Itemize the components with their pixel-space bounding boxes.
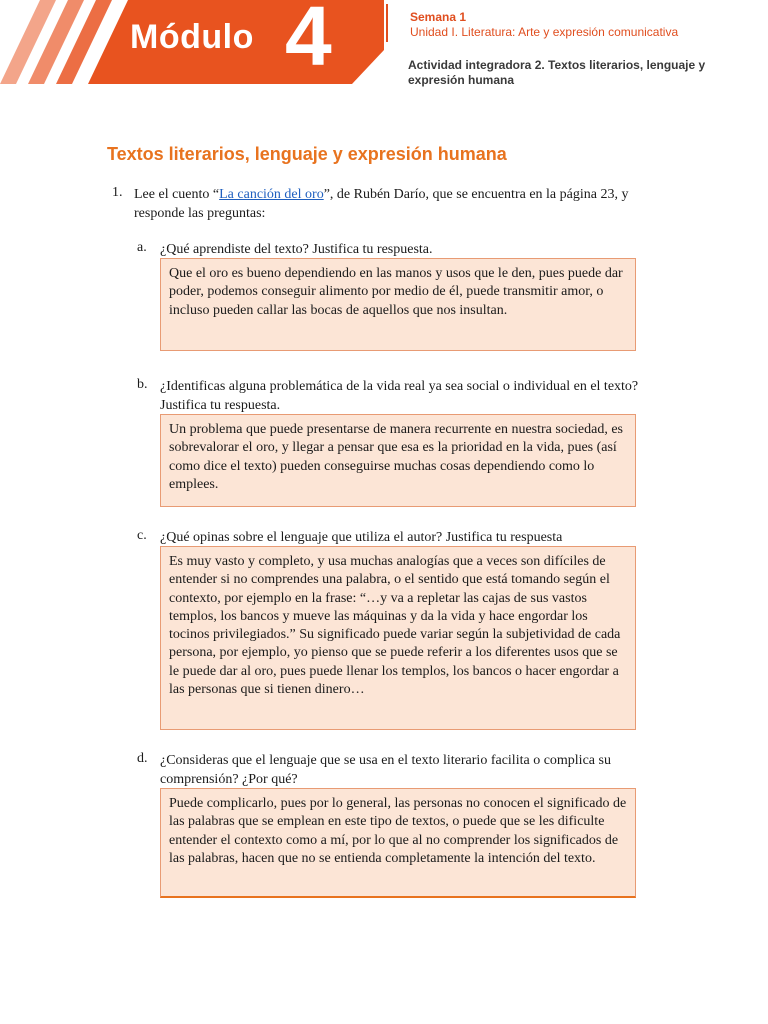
week-label: Semana 1 (410, 10, 467, 24)
subquestion-text-a: ¿Qué aprendiste del texto? Justifica tu respuesta. (160, 242, 433, 257)
header-divider (386, 4, 388, 42)
answer-box-b: Un problema que puede presentarse de manera recurrente en nuestra sociedad, es sobrevalorar el oro, y llegar a pensar que esa es la prioridad en la vida, pues (así como dice el texto) pueden conseguirse muchas cosas dependiendo como lo emplees. (160, 414, 636, 507)
subquestion-letter-c: c. (137, 528, 147, 543)
activity-title: Actividad integradora 2. Textos literarios, lenguaje y expresión humana (408, 58, 706, 87)
subquestion-text-b: ¿Identificas alguna problemática de la vida real ya sea social o individual en el texto? Justifica tu respuesta. (160, 379, 639, 413)
question-text-before: Lee el cuento “ (134, 187, 220, 202)
question-text-after: ”, de Rubén Darío, que se encuentra en la página 23, y responde las preguntas: (134, 187, 629, 221)
module-number: 4 (285, 0, 332, 83)
answer-box-c: Es muy vasto y completo, y usa muchas analogías que a veces son difíciles de entender si no comprendes una palabra, o el sentido que está tomando según el contexto, por ejemplo en la frase: “…y va a repletar las cajas de sus vastos templos, los bancos y mueve las máquinas y da la vida y hace engordar los tocinos privilegiados.” Su significado puede variar según la subjetividad de cada persona, por ejemplo, yo pienso que se puede referir a los diferentes usos que se le puede dar al oro, pues puede llenar los templos, los bancos o hacer engordar a las personas que si tienen dinero… (160, 546, 636, 730)
subquestion-text-c: ¿Qué opinas sobre el lenguaje que utiliza el autor? Justifica tu respuesta (160, 530, 563, 545)
banner-orange-tail (352, 0, 384, 84)
subquestion-letter-d: d. (137, 751, 148, 766)
answer-box-a: Que el oro es bueno dependiendo en las manos y usos que le den, pues puede dar poder, podemos conseguir alimento por medio de él, puede transmitir amor, o incluso pueden callar las bocas de aquellos que nos insultan. (160, 258, 636, 351)
subquestion-letter-a: a. (137, 240, 147, 255)
module-word: Módulo (130, 18, 254, 56)
question-number: 1. (112, 185, 123, 200)
unit-label: Unidad I. Literatura: Arte y expresión comunicativa (410, 25, 679, 39)
answer-box-d: Puede complicarlo, pues por lo general, las personas no conocen el significado de las palabras que se emplean en este tipo de textos, o puede que se les dificulte entender el contexto como a mí, por lo que al no comprender los significados de las palabras, hacen que no se entienda completamente la intención del texto. (160, 788, 636, 898)
subquestion-text-d: ¿Consideras que el lenguaje que se usa en el texto literario facilita o complica su comprensión? ¿Por qué? (160, 753, 611, 787)
story-link[interactable]: La canción del oro (219, 187, 324, 202)
document-title: Textos literarios, lenguaje y expresión humana (107, 144, 507, 164)
question-text (134, 185, 664, 223)
subquestion-letter-b: b. (137, 377, 148, 392)
